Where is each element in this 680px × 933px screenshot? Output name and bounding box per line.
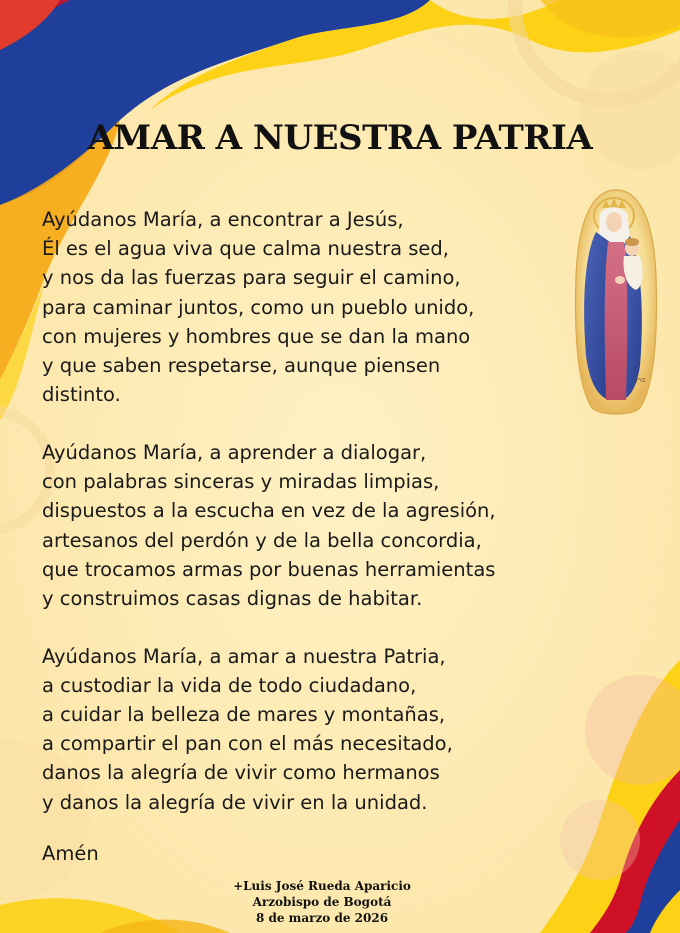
page-title: AMAR A NUESTRA PATRIA — [87, 118, 593, 158]
signature-role: Arzobispo de Bogotá — [252, 895, 392, 909]
signature-block — [190, 878, 454, 926]
artist-mark: FYZ — [636, 378, 646, 384]
stanza-line: y nos da las fuerzas para seguir el camino, — [42, 266, 461, 290]
stanza-1 — [42, 205, 602, 409]
stanza-line: y danos la alegría de vivir en la unidad. — [42, 790, 428, 814]
prayer-body — [42, 205, 602, 845]
signature-name: +Luis José Rueda Aparicio — [233, 879, 411, 893]
stanza-line: Ayúdanos María, a encontrar a Jesús, — [42, 208, 404, 231]
stanza-line: distinto. — [42, 383, 121, 407]
stanza-2 — [42, 438, 602, 613]
virgin-mary-with-child-icon — [570, 186, 662, 418]
stanza-line: que trocamos armas por buenas herramientas — [42, 557, 496, 581]
stanza-3 — [42, 642, 602, 817]
stanza-line: con palabras sinceras y miradas limpias, — [42, 470, 440, 494]
amen-text: Amén — [42, 842, 99, 865]
stanza-line: Él es el agua viva que calma nuestra sed, — [42, 237, 449, 261]
stanza-line: a compartir el pan con el más necesitado, — [42, 732, 453, 756]
stanza-line: y construimos casas dignas de habitar. — [42, 586, 423, 610]
stanza-line: danos la alegría de vivir como hermanos — [42, 761, 440, 785]
stanza-line: a cuidar la belleza de mares y montañas, — [42, 703, 446, 727]
stanza-line: con mujeres y hombres que se dan la mano — [42, 324, 471, 348]
signature-date: 8 de marzo de 2026 — [255, 911, 389, 925]
stanza-line: artesanos del perdón y de la bella concordia, — [42, 528, 482, 552]
stanza-line: a custodiar la vida de todo ciudadano, — [42, 673, 417, 697]
stanza-line: dispuestos a la escucha en vez de la agresión, — [42, 499, 496, 523]
stanza-line: para caminar juntos, como un pueblo unido, — [42, 295, 475, 319]
stanza-line: Ayúdanos María, a aprender a dialogar, — [42, 440, 427, 464]
stanza-line: y que saben respetarse, aunque piensen — [42, 354, 441, 378]
stanza-line: Ayúdanos María, a amar a nuestra Patria, — [42, 644, 446, 668]
